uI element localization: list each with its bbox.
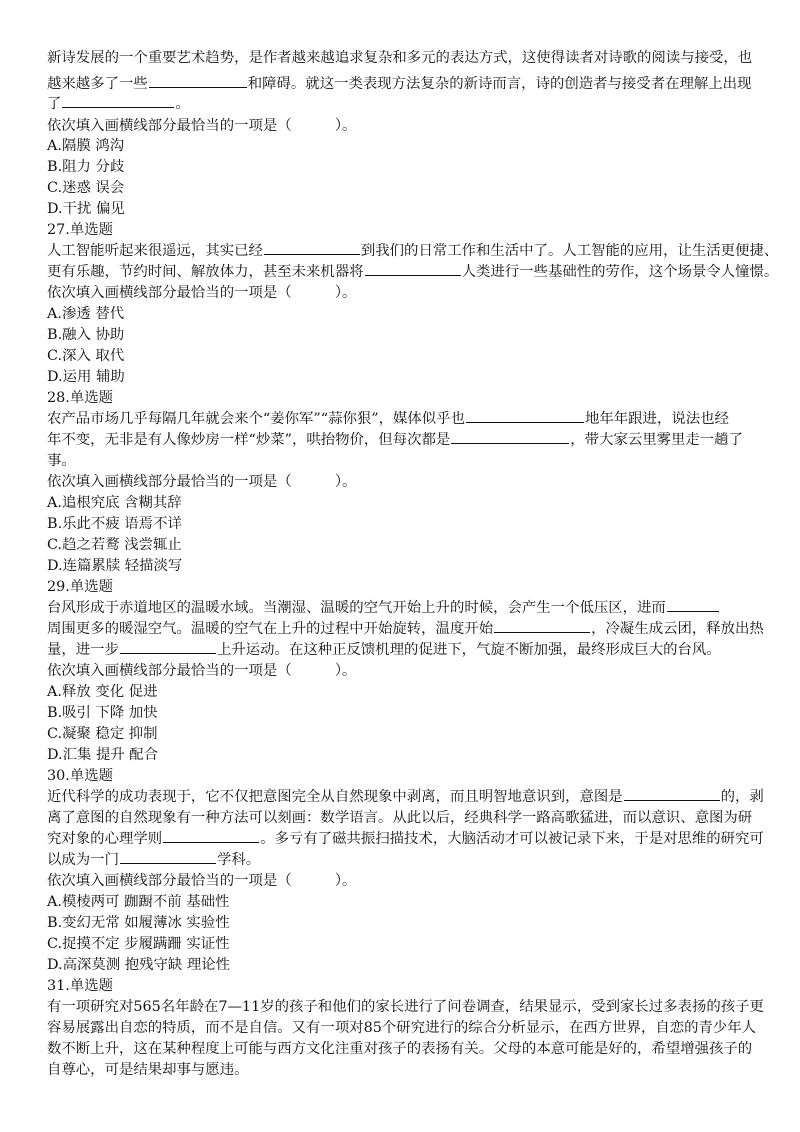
text-segment: 离了意图的自然现象有一种方法可以刻画：数学语言。从此以后，经典科学一路高歌猛进，而以意识、意图为研	[47, 810, 753, 826]
text-segment: B.变幻无常 如履薄冰 实验性	[47, 915, 230, 931]
text-line	[47, 556, 182, 576]
text-segment: D.干扰 偏见	[47, 201, 125, 217]
text-segment: 人类进行一些基础性的劳作，这个场景令人憧憬。	[461, 264, 779, 280]
text-line	[47, 409, 729, 429]
text-segment: C.趋之若鹜 浅尝辄止	[47, 537, 182, 553]
text-line	[47, 451, 76, 471]
text-segment: 上升运动。在这种正反馈机理的促进下，气旋不断加强，最终形成巨大的台风。	[216, 642, 721, 658]
text-line	[47, 1018, 756, 1038]
text-line	[47, 367, 125, 387]
fill-in-blank	[667, 599, 719, 612]
text-segment: 新诗发展的一个重要艺术趋势，是作者越来越追求复杂和多元的表达方式，这使得读者对诗歌的阅读与接受，也	[47, 50, 753, 66]
text-segment: B.阻力 分歧	[47, 159, 125, 175]
text-segment: 依次填入画横线部分最恰当的一项是（ ）。	[47, 474, 357, 490]
text-segment: C.凝聚 稳定 抑制	[47, 726, 158, 742]
fill-in-blank	[120, 851, 216, 864]
text-line	[47, 388, 113, 408]
text-line	[47, 1039, 752, 1059]
text-segment: 容易展露出自恋的特质，而不是自信。又有一项对85个研究进行的综合分析显示，在西方世界，自恋的青少年人	[47, 1020, 757, 1036]
text-segment: A.隔膜 鸿沟	[47, 138, 125, 154]
text-line	[47, 640, 721, 660]
text-line	[47, 976, 113, 996]
text-segment: B.乐此不疲 语焉不详	[47, 516, 182, 532]
text-segment: A.追根究底 含糊其辞	[47, 495, 182, 511]
text-segment: ，带大家云里雾里走一趟了	[570, 432, 743, 448]
text-segment: 的，剥	[720, 789, 764, 805]
text-segment: 了	[47, 96, 62, 112]
text-segment: 依次填入画横线部分最恰当的一项是（ ）。	[47, 118, 357, 134]
text-segment: D.连篇累牍 轻描淡写	[47, 558, 183, 574]
text-segment: A.渗透 替代	[47, 306, 125, 322]
text-segment: 依次填入画横线部分最恰当的一项是（ ）。	[47, 285, 357, 301]
text-line	[47, 472, 356, 492]
text-segment: 有一项研究对565名年龄在7—11岁的孩子和他们的家长进行了问卷调查，结果显示，受到家长过多表扬的孩子更	[47, 999, 764, 1015]
text-segment: 究对象的心理学则	[47, 831, 163, 847]
text-segment: 自尊心，可是结果却事与愿违。	[47, 1062, 249, 1078]
text-line	[47, 94, 190, 114]
text-segment: 27.单选题	[47, 222, 114, 238]
text-segment: 年不变，无非是有人像炒房一样“炒菜”，哄抬物价，但每次都是	[47, 432, 451, 448]
text-segment: 事。	[47, 453, 76, 469]
text-segment: 更有乐趣，节约时间、解放体力，甚至未来机器将	[47, 264, 364, 280]
text-line	[47, 787, 764, 807]
fill-in-blank	[120, 641, 216, 654]
text-segment: ，冷凝生成云团，释放出热	[591, 621, 764, 637]
text-segment: 。	[175, 96, 190, 112]
text-line	[47, 934, 230, 954]
text-segment: B.融入 协助	[47, 327, 125, 343]
text-line	[47, 493, 182, 513]
text-segment: 依次填入画横线部分最恰当的一项是（ ）。	[47, 873, 357, 889]
text-segment: 到我们的日常工作和生活中了。人工智能的应用，让生活更便捷、	[360, 243, 779, 259]
text-line	[47, 703, 158, 723]
text-line	[47, 430, 743, 450]
text-line	[47, 850, 260, 870]
text-segment: 以成为一门	[47, 852, 119, 868]
text-line	[47, 304, 124, 324]
text-segment: C.迷惑 误会	[47, 180, 125, 196]
text-segment: B.吸引 下降 加快	[47, 705, 158, 721]
text-line	[47, 913, 230, 933]
text-segment: 地年年跟进，说法也经	[584, 411, 729, 427]
text-segment: 。多亏有了磁共振扫描技术，大脑活动才可以被记录下来，于是对思维的研究可	[260, 831, 764, 847]
text-line	[47, 808, 752, 828]
text-line	[47, 577, 113, 597]
fill-in-blank	[451, 431, 569, 444]
text-line	[47, 871, 356, 891]
text-line	[47, 325, 124, 345]
text-segment: A.释放 变化 促进	[47, 684, 158, 700]
text-line	[47, 955, 230, 975]
text-line	[47, 598, 720, 618]
text-segment: 越来越多了一些	[47, 76, 148, 92]
fill-in-blank	[62, 95, 174, 108]
text-line	[47, 116, 356, 136]
text-line	[47, 766, 113, 786]
text-line	[47, 74, 751, 94]
text-segment: C.捉摸不定 步履蹒跚 实证性	[47, 936, 230, 952]
text-segment: D.汇集 提升 配合	[47, 747, 159, 763]
text-line	[47, 829, 764, 849]
text-segment: 依次填入画横线部分最恰当的一项是（ ）。	[47, 663, 357, 679]
text-segment: D.运用 辅助	[47, 369, 125, 385]
text-line	[47, 283, 356, 303]
text-line	[47, 661, 356, 681]
text-segment: 台风形成于赤道地区的温暖水域。当潮湿、温暖的空气开始上升的时候，会产生一个低压区，进而	[47, 600, 666, 616]
text-line	[47, 682, 157, 702]
text-line	[47, 619, 764, 639]
text-line	[47, 346, 124, 366]
text-segment: 周围更多的暖湿空气。温暖的空气在上升的过程中开始旋转，温度开始	[47, 621, 494, 637]
text-segment: 29.单选题	[47, 579, 114, 595]
text-line	[47, 514, 182, 534]
fill-in-blank	[466, 410, 584, 423]
fill-in-blank	[365, 263, 461, 276]
text-line	[47, 997, 764, 1017]
text-line	[47, 220, 113, 240]
text-segment: 农产品市场几乎每隔几年就会来个“姜你军”“蒜你狠”，媒体似乎也	[47, 411, 465, 427]
text-segment: 31.单选题	[47, 978, 114, 994]
text-line	[47, 724, 158, 744]
text-segment: 量，进一步	[47, 642, 119, 658]
text-segment: 28.单选题	[47, 390, 114, 406]
fill-in-blank	[624, 788, 720, 801]
text-line	[47, 199, 125, 219]
text-line	[47, 745, 158, 765]
text-line	[47, 262, 778, 282]
text-segment: 和障碍。就这一类表现方法复杂的新诗而言，诗的创造者与接受者在理解上出现	[247, 76, 752, 92]
fill-in-blank	[149, 75, 247, 88]
text-line	[47, 241, 778, 261]
text-segment: 30.单选题	[47, 768, 114, 784]
text-segment: A.模棱两可 跏蹰不前 基础性	[47, 894, 230, 910]
text-line	[47, 892, 229, 912]
text-line	[47, 178, 124, 198]
fill-in-blank	[264, 242, 360, 255]
text-segment: D.高深莫测 抱残守缺 理论性	[47, 957, 231, 973]
text-line	[47, 48, 752, 68]
fill-in-blank	[163, 830, 259, 843]
fill-in-blank	[494, 620, 590, 633]
text-line	[47, 136, 124, 156]
text-segment: 数不断上升，这在某种程度上可能与西方文化注重对孩子的表扬有关。父母的本意可能是好的，希望增强孩子的	[47, 1041, 753, 1057]
text-segment: 近代科学的成功表现于，它不仅把意图完全从自然现象中剥离，而且明智地意识到，意图是	[47, 789, 623, 805]
text-segment: C.深入 取代	[47, 348, 125, 364]
text-segment: 学科。	[216, 852, 261, 868]
text-line	[47, 157, 124, 177]
text-segment: 人工智能听起来很遥远，其实已经	[47, 243, 263, 259]
text-line	[47, 1060, 248, 1080]
text-line	[47, 535, 182, 555]
